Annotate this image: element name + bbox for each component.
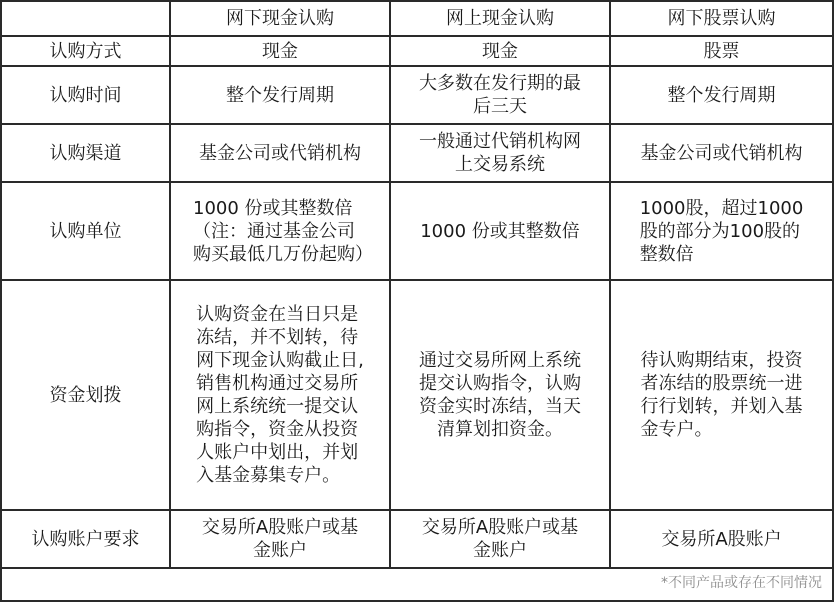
column-header-online-cash: 网上现金认购 (390, 2, 610, 36)
row-label: 认购时间 (2, 66, 170, 124)
table-cell: 整个发行周期 (170, 66, 390, 124)
table-cell: 交易所A股账户 (610, 510, 832, 568)
table-cell: 基金公司或代销机构 (170, 124, 390, 182)
table-row (2, 36, 832, 66)
table-cell (170, 280, 390, 510)
table-row (2, 510, 832, 568)
fund-transfer-block-offline-cash: 认购资金在当日只是 冻结，并不划转，待 网下现金认购截止日, 销售机构通过交易所 网上系统统一提交认 购指令，资金从投资 人账户中划出，并划 入基金募集专户。 (196, 304, 364, 486)
table-cell: 交易所A股账户或基 金账户 (390, 510, 610, 568)
corner-cell (2, 2, 170, 36)
table-cell: 一般通过代销机构网 上交易系统 (390, 124, 610, 182)
fund-transfer-block-online-cash: 通过交易所网上系统 提交认购指令，认购 资金实时冻结，当天 清算划扣资金。 (419, 350, 581, 440)
table-row (2, 66, 832, 124)
table-cell (610, 182, 832, 280)
table-cell: 现金 (390, 36, 610, 66)
table-row (2, 124, 832, 182)
fund-transfer-block-offline-stock: 待认购期结束，投资 者冻结的股票统一进 行行划转，并划入基 金专户。 (640, 350, 803, 440)
row-label: 资金划拨 (2, 280, 170, 510)
table-row (2, 280, 832, 510)
table-cell: 交易所A股账户或基 金账户 (170, 510, 390, 568)
table-row (2, 182, 832, 280)
table-cell (170, 182, 390, 280)
row-label: 认购方式 (2, 36, 170, 66)
unit-note-block: 1000 份或其整数倍 （注：通过基金公司 购买最低几万份起购） (193, 197, 373, 265)
stock-unit-block: 1000股，超过1000 股的部分为100股的 整数倍 (639, 197, 804, 265)
table-cell: 大多数在发行期的最 后三天 (390, 66, 610, 124)
table-cell: 基金公司或代销机构 (610, 124, 832, 182)
row-label: 认购渠道 (2, 124, 170, 182)
table-cell: 1000 份或其整数倍 (390, 182, 610, 280)
row-label: 认购单位 (2, 182, 170, 280)
column-header-offline-stock: 网下股票认购 (610, 2, 832, 36)
table-cell: 股票 (610, 36, 832, 66)
table-header-row (2, 2, 832, 36)
table-cell (610, 280, 832, 510)
subscription-comparison-table (2, 2, 832, 569)
footnote: *不同产品或存在不同情况 (661, 575, 822, 591)
row-label: 认购账户要求 (2, 510, 170, 568)
table-cell (390, 280, 610, 510)
column-header-offline-cash: 网下现金认购 (170, 2, 390, 36)
table-cell: 现金 (170, 36, 390, 66)
table-cell: 整个发行周期 (610, 66, 832, 124)
